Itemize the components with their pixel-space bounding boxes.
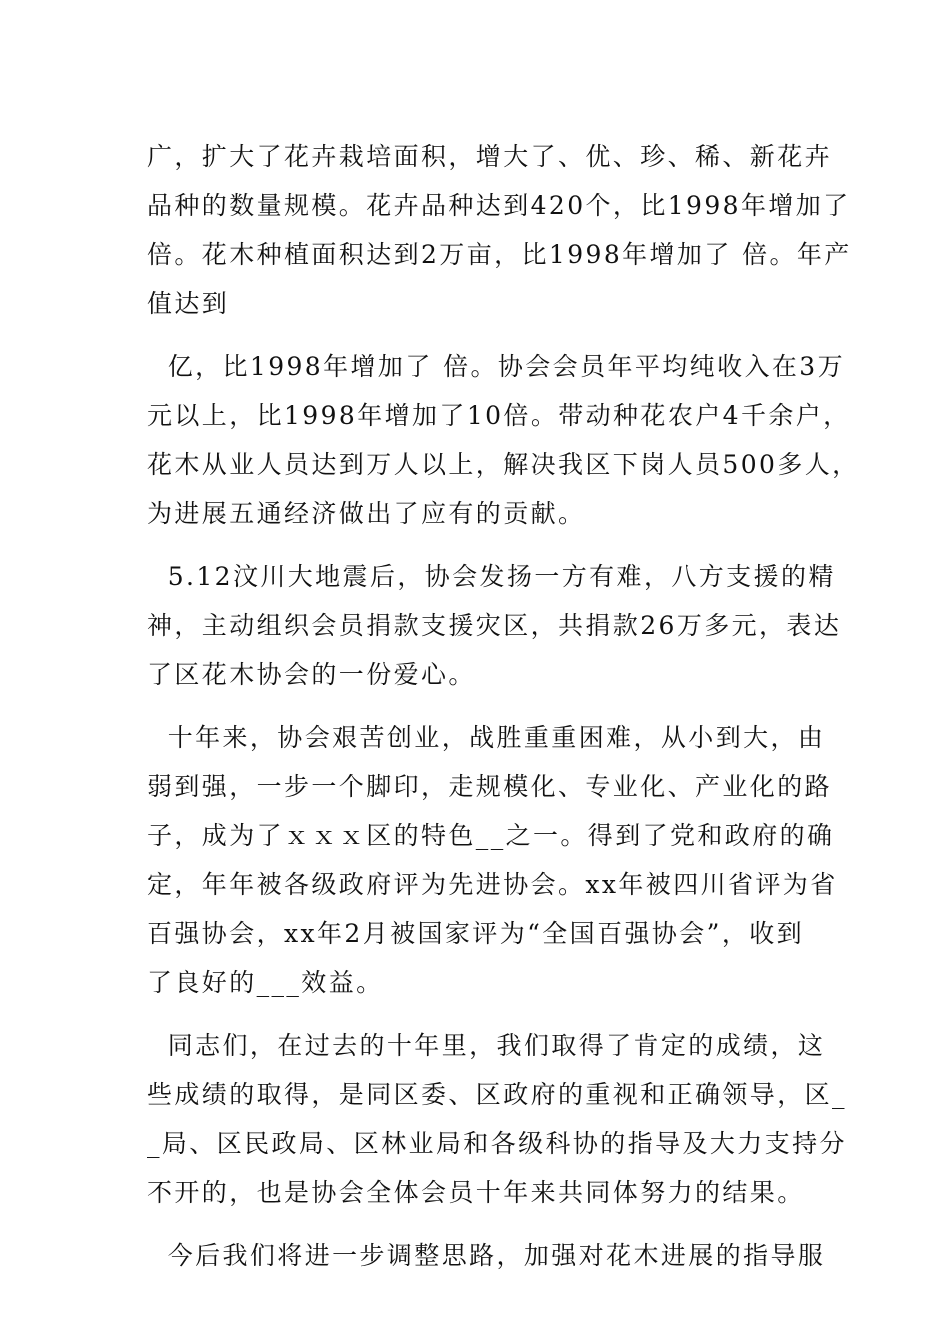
text-line: 广，扩大了花卉栽培面积，增大了、优、珍、稀、新花卉 [147, 142, 833, 171]
text-line: 了区花木协会的一份爱心。 [147, 660, 476, 689]
text-line: 同志们，在过去的十年里，我们取得了肯定的成绩，这 [147, 1031, 826, 1060]
text-line: 值达到 [147, 289, 230, 318]
text-line: 不开的，也是协会全体会员十年来共同体努力的结果。 [147, 1178, 805, 1207]
text-line: 些成绩的取得，是同区委、区政府的重视和正确领导，区_ [147, 1080, 847, 1109]
text-line: 花木从业人员达到万人以上，解决我区下岗人员500多人， [147, 450, 860, 479]
text-line: 亿，比1998年增加了 倍。协会会员年平均纯收入在3万 [147, 352, 845, 381]
text-line: 今后我们将进一步调整思路，加强对花木进展的指导服 [147, 1241, 826, 1270]
text-line: 元以上，比1998年增加了10倍。带动种花农户4千余户， [147, 401, 851, 430]
text-line: 为进展五通经济做出了应有的贡献。 [147, 499, 586, 528]
text-line: 百强协会，xx年2月被国家评为“全国百强协会”，收到 [147, 919, 805, 948]
paragraph-3 [147, 552, 842, 699]
text-line: 倍。花木种植面积达到2万亩，比1998年增加了 倍。年产 [147, 240, 852, 269]
body-text [147, 132, 860, 1294]
text-line: 神，主动组织会员捐款支援灾区，共捐款26万多元，表达 [147, 611, 842, 640]
text-line: 了良好的___效益。 [147, 968, 384, 997]
text-line: 品种的数量规模。花卉品种达到420个，比1998年增加了 [147, 191, 851, 220]
text-line: 十年来，协会艰苦创业，战胜重重困难，从小到大，由 [147, 723, 826, 752]
paragraph-5 [147, 1021, 847, 1217]
text-line: 子，成为了ｘｘｘ区的特色__之一。得到了党和政府的确 [147, 821, 835, 850]
paragraph-4 [147, 713, 838, 1007]
text-line: 5.12汶川大地震后，协会发扬一方有难，八方支援的精 [147, 562, 836, 591]
paragraph-2 [147, 342, 860, 538]
text-line: 定，年年被各级政府评为先进协会。xx年被四川省评为省 [147, 870, 838, 899]
text-line: 弱到强，一步一个脚印，走规模化、专业化、产业化的路 [147, 772, 833, 801]
text-line: _局、区民政局、区林业局和各级科协的指导及大力支持分 [147, 1129, 847, 1158]
paragraph-1 [147, 132, 852, 328]
paragraph-6 [147, 1231, 826, 1280]
